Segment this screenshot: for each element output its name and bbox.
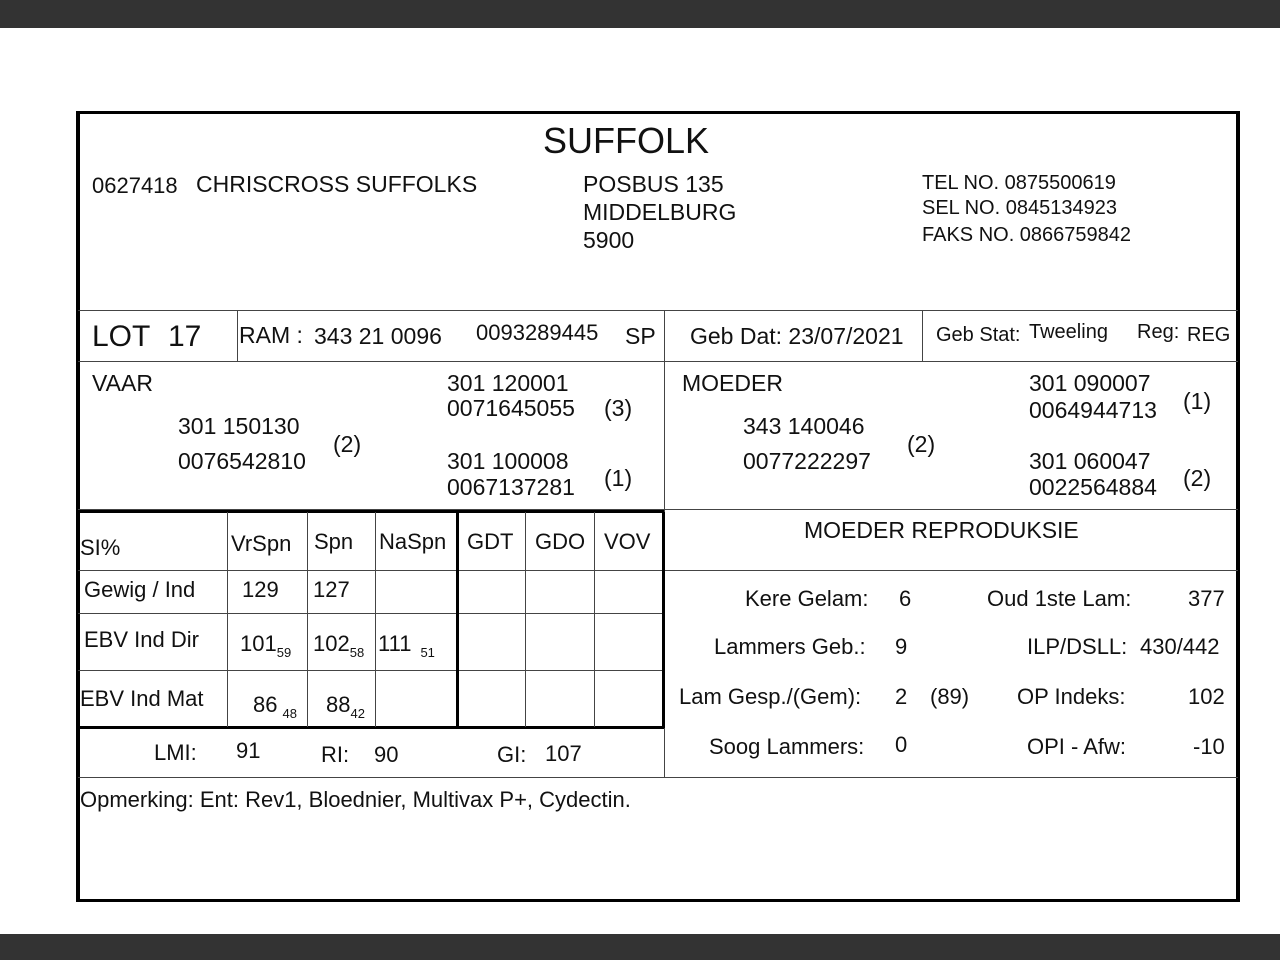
gi-label: GI: xyxy=(497,742,527,767)
top-bar xyxy=(0,0,1280,28)
dam-sire-id: 301 090007 xyxy=(1029,370,1151,396)
lam-gesp-gem: (89) xyxy=(930,684,970,709)
ri-value: 90 xyxy=(374,742,399,767)
oud-1ste-lam-value: 377 xyxy=(1188,586,1225,611)
naspn-ebv: 111 xyxy=(378,631,412,656)
spn-ebv: 88 xyxy=(326,692,351,717)
row-label: EBV Ind Dir xyxy=(84,627,199,652)
naspn-accuracy: 51 xyxy=(420,645,435,660)
dam-reg: 0077222297 xyxy=(743,448,871,474)
sire-sire-id: 301 120001 xyxy=(447,370,569,396)
ilp-dsll-label: ILP/DSLL: xyxy=(1027,634,1128,659)
sire-grade: (2) xyxy=(333,431,362,457)
dam-dam-id: 301 060047 xyxy=(1029,448,1151,474)
ram-label: RAM : xyxy=(239,322,303,348)
kere-gelam-value: 6 xyxy=(899,586,912,611)
faks-number: FAKS NO. 0866759842 xyxy=(922,224,1132,246)
lammers-geb-label: Lammers Geb.: xyxy=(714,634,866,659)
dam-dam-reg: 0022564884 xyxy=(1029,474,1157,500)
soog-lammers-label: Soog Lammers: xyxy=(709,734,865,759)
bottom-bar xyxy=(0,934,1280,960)
sel-number: SEL NO. 0845134923 xyxy=(922,197,1117,219)
gi-value: 107 xyxy=(545,741,582,766)
dam-id: 343 140046 xyxy=(743,413,865,439)
lam-gesp-value: 2 xyxy=(895,684,908,709)
birth-status: Tweeling xyxy=(1029,321,1108,343)
sire-reg: 0076542810 xyxy=(178,448,306,474)
lmi-value: 91 xyxy=(236,738,261,763)
birth-status-label: Geb Stat: xyxy=(936,324,1021,346)
ram-registration: 0093289445 xyxy=(476,320,599,345)
soog-lammers-value: 0 xyxy=(895,732,908,757)
tel-number: TEL NO. 0875500619 xyxy=(922,172,1116,194)
sire-sire-grade: (3) xyxy=(604,395,633,421)
dam-grade: (2) xyxy=(907,431,936,457)
row-label: Gewig / Ind xyxy=(84,577,196,602)
ilp-dsll-value: 430/442 xyxy=(1140,634,1220,659)
sire-sire-reg: 0071645055 xyxy=(447,395,575,421)
opi-afw-value: -10 xyxy=(1193,734,1225,759)
breeder-code: 0627418 xyxy=(92,173,178,198)
breed-title: SUFFOLK xyxy=(543,120,710,161)
dam-sire-reg: 0064944713 xyxy=(1029,397,1157,423)
ram-suffix: SP xyxy=(625,323,656,349)
dam-dam-grade: (2) xyxy=(1183,465,1212,491)
spn-accuracy: 58 xyxy=(349,645,365,660)
vrspn-accuracy: 48 xyxy=(282,706,297,721)
vaar-label: VAAR xyxy=(92,370,153,396)
address-line-3: 5900 xyxy=(583,227,635,253)
header-vrspn: VrSpn xyxy=(231,531,292,556)
address-line-2: MIDDELBURG xyxy=(583,199,737,225)
header-gdt: GDT xyxy=(467,529,514,554)
lammers-geb-value: 9 xyxy=(895,634,908,659)
kere-gelam-label: Kere Gelam: xyxy=(745,586,869,611)
moeder-label: MOEDER xyxy=(682,370,783,396)
vrspn-value xyxy=(253,692,297,721)
op-indeks-value: 102 xyxy=(1188,684,1225,709)
sire-dam-id: 301 100008 xyxy=(447,448,569,474)
vrspn-value xyxy=(240,631,292,660)
spn-accuracy: 42 xyxy=(350,706,365,721)
header-si: SI% xyxy=(80,535,121,560)
header-gdo: GDO xyxy=(535,529,586,554)
naspn-value xyxy=(378,631,435,660)
sire-dam-grade: (1) xyxy=(604,465,633,491)
address-line-1: POSBUS 135 xyxy=(583,171,724,197)
header-vov: VOV xyxy=(604,529,651,554)
ram-id: 343 21 0096 xyxy=(314,323,442,349)
spn-value: 127 xyxy=(313,577,350,602)
lmi-label: LMI: xyxy=(154,740,197,765)
lot-number: 17 xyxy=(168,320,202,353)
row-label: EBV Ind Mat xyxy=(80,686,204,711)
reg-value: REG xyxy=(1187,324,1231,346)
birth-date: Geb Dat: 23/07/2021 xyxy=(690,323,904,349)
sire-id: 301 150130 xyxy=(178,413,300,439)
sire-dam-reg: 0067137281 xyxy=(447,474,575,500)
ri-label: RI: xyxy=(321,742,350,767)
header-spn: Spn xyxy=(314,529,354,554)
remark-text: Opmerking: Ent: Rev1, Bloednier, Multivax P+, Cydectin. xyxy=(80,787,631,812)
spn-value xyxy=(313,631,365,660)
op-indeks-label: OP Indeks: xyxy=(1017,684,1126,709)
lot-label: LOT xyxy=(92,320,151,353)
opi-afw-label: OPI - Afw: xyxy=(1027,734,1127,759)
vrspn-ebv: 101 xyxy=(240,631,277,656)
reg-label: Reg: xyxy=(1137,321,1180,343)
oud-1ste-lam-label: Oud 1ste Lam: xyxy=(987,586,1132,611)
vrspn-value: 129 xyxy=(242,577,279,602)
vrspn-accuracy: 59 xyxy=(276,645,292,660)
header-naspn: NaSpn xyxy=(379,529,447,554)
dam-sire-grade: (1) xyxy=(1183,388,1212,414)
vrspn-ebv: 86 xyxy=(253,692,278,717)
lam-gesp-label: Lam Gesp./(Gem): xyxy=(679,684,862,709)
reproduction-title: MOEDER REPRODUKSIE xyxy=(804,517,1079,543)
breeder-name: CHRISCROSS SUFFOLKS xyxy=(196,171,478,197)
spn-ebv: 102 xyxy=(313,631,350,656)
spn-value xyxy=(326,692,365,721)
